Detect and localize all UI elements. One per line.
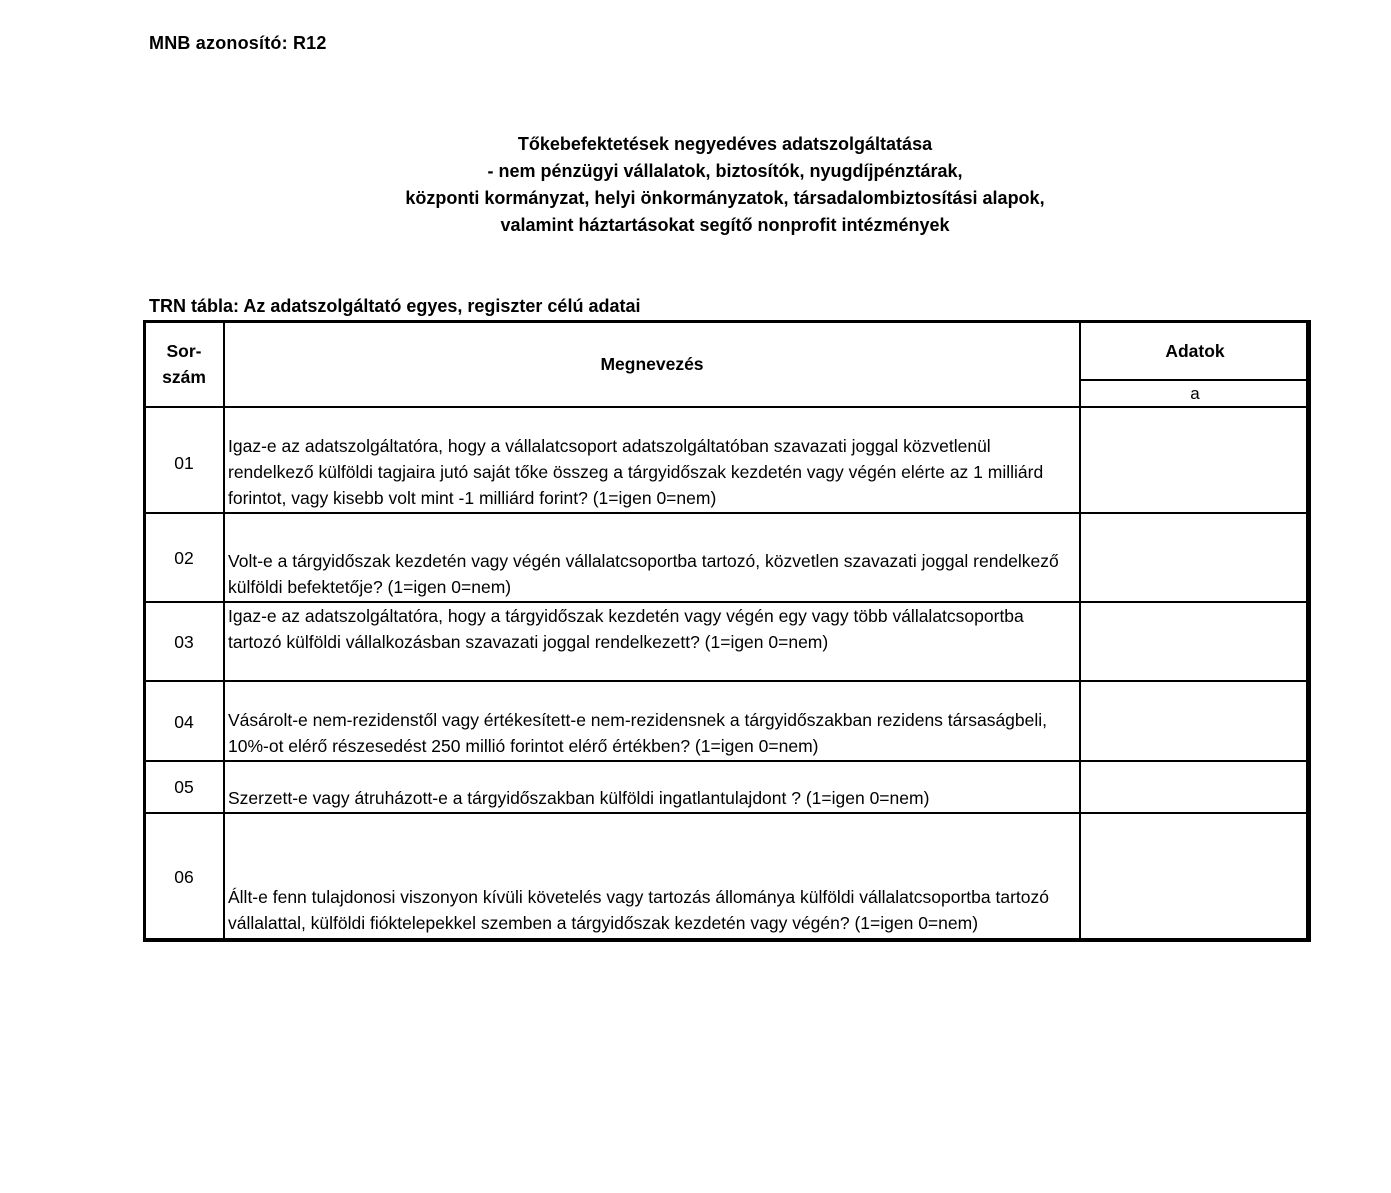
row-number: 06 bbox=[144, 813, 224, 941]
row-description: Állt-e fenn tulajdonosi viszonyon kívüli követelés vagy tartozás állománya külföldi vállalatcsoportba tartozó vállalattal, külföldi fióktelepekkel szemben a tárgyidőszak kezdetén vagy végén? (1=igen 0=nem) bbox=[224, 813, 1080, 941]
header-data-column-a: a bbox=[1080, 380, 1310, 407]
header-row-number-line2: szám bbox=[162, 367, 206, 387]
title-line-1: Tőkebefektetések negyedéves adatszolgáltatása bbox=[517, 134, 933, 154]
title-line-2: - nem pénzügyi vállalatok, biztosítók, nyugdíjpénztárak, bbox=[487, 161, 963, 181]
header-name: Megnevezés bbox=[224, 321, 1080, 407]
document-title bbox=[250, 131, 1200, 239]
row-number: 03 bbox=[144, 602, 224, 681]
row-number: 01 bbox=[144, 407, 224, 513]
row-number: 04 bbox=[144, 681, 224, 761]
mnb-identifier: MNB azonosító: R12 bbox=[149, 33, 327, 53]
row-number: 02 bbox=[144, 513, 224, 602]
row-description: Szerzett-e vagy átruházott-e a tárgyidőszakban külföldi ingatlantulajdont ? (1=igen 0=nem) bbox=[224, 761, 1080, 813]
table-outer-frame bbox=[143, 320, 1309, 941]
row-description: Vásárolt-e nem-rezidenstől vagy értékesített-e nem-rezidensnek a tárgyidőszakban rezidens társaságbeli, 10%-ot elérő részesedést 250 millió forintot elérő értékben? (1=igen 0=nem) bbox=[224, 681, 1080, 761]
row-description: Volt-e a tárgyidőszak kezdetén vagy végén vállalatcsoportba tartozó, közvetlen szavazati joggal rendelkező külföldi befektetője? (1=igen 0=nem) bbox=[224, 513, 1080, 602]
header-data: Adatok bbox=[1080, 321, 1310, 380]
row-description: Igaz-e az adatszolgáltatóra, hogy a tárgyidőszak kezdetén vagy végén egy vagy több vállalatcsoportba tartozó külföldi vállalkozásban szavazati joggal rendelkezett? (1=igen 0=nem) bbox=[224, 602, 1080, 681]
title-line-3: központi kormányzat, helyi önkormányzatok, társadalombiztosítási alapok, bbox=[405, 188, 1045, 208]
table-caption: TRN tábla: Az adatszolgáltató egyes, regiszter célú adatai bbox=[149, 296, 641, 316]
header-row-number-line1: Sor- bbox=[166, 341, 202, 361]
title-line-4: valamint háztartásokat segítő nonprofit intézmények bbox=[500, 215, 950, 235]
row-number: 05 bbox=[144, 761, 224, 813]
row-description: Igaz-e az adatszolgáltatóra, hogy a vállalatcsoport adatszolgáltatóban szavazati joggal közvetlenül rendelkező külföldi tagjaira jutó saját tőke összeg a tárgyidőszak kezdetén vagy végén elérte az 1 milliárd forintot, vagy kisebb volt mint -1 milliárd forint? (1=igen 0=nem) bbox=[224, 407, 1080, 513]
